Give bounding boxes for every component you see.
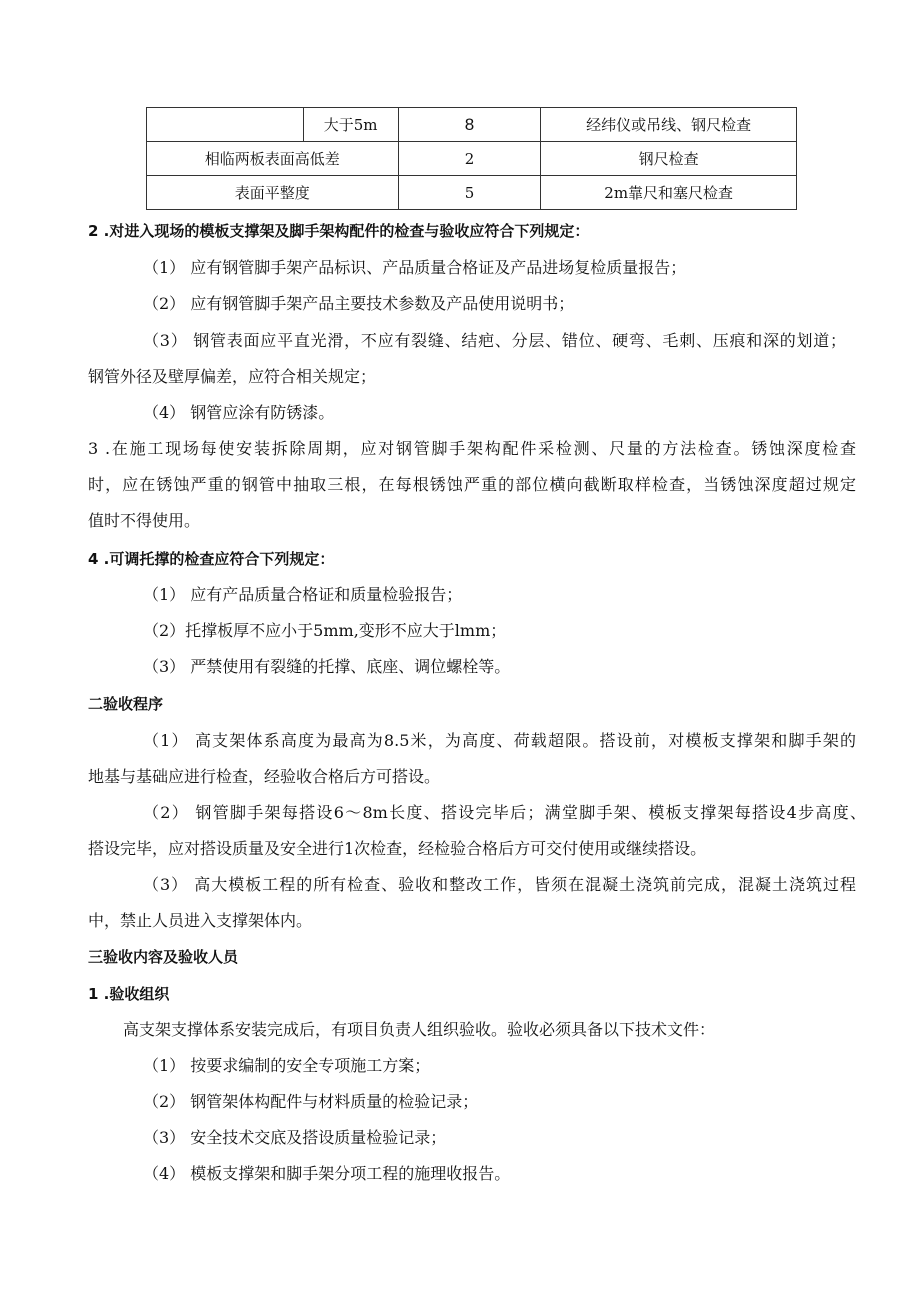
list-item: （3） 安全技术交底及搭设质量检验记录； [143,1128,447,1147]
table-cell: 经纬仪或吊线、钢尺检查 [541,108,797,142]
subsection-heading: 1 .验收组织 [88,985,170,1003]
table-cell: 表面平整度 [147,176,399,210]
list-item: （1） 应有钢管脚手架产品标识、产品质量合格证及产品进场复检质量报告； [143,258,687,277]
list-item: （4） 模板支撑架和脚手架分项工程的施理收报告。 [143,1164,511,1183]
table-cell: 大于5m [303,108,398,142]
paragraph: 高支架支撑体系安装完成后，有项目负责人组织验收。验收必须具备以下技术文件： [123,1020,716,1039]
table-cell: 5 [398,176,541,210]
table-cell: 2 [398,142,541,176]
table-cell: 8 [398,108,541,142]
table-cell [147,108,304,142]
paragraph: （1） 高支架体系高度为最高为8.5米，为高度、荷载超限。搭设前，对模板支撑架和脚手架的 [143,731,856,750]
table-cell: 相临两板表面高低差 [147,142,399,176]
table-row [147,142,797,176]
table-row [147,176,797,210]
section-3-paragraph: 时，应在锈蚀严重的钢管中抽取三根，在每根锈蚀严重的部位横向截断取样检查，当锈蚀深度超过规定 [88,475,856,494]
list-item-continuation: 钢管外径及壁厚偏差，应符合相关规定； [88,367,377,386]
section-2-heading: 2 .对进入现场的模板支撑架及脚手架构配件的检查与验收应符合下列规定： [88,222,590,240]
section-4-heading: 4 .可调托撑的检查应符合下列规定： [88,550,335,568]
paragraph-continuation: 中，禁止人员进入支撑架体内。 [88,911,313,930]
list-item: （3） 钢管表面应平直光滑，不应有裂缝、结疤、分层、错位、硬弯、毛刺、压痕和深的划道； [143,331,846,350]
paragraph-continuation: 搭设完毕，应对搭设质量及安全进行1次检查，经检验合格后方可交付使用或继续搭设。 [88,839,707,858]
table-cell: 钢尺检查 [541,142,797,176]
list-item: （1） 应有产品质量合格证和质量检验报告； [143,585,463,604]
part-2-heading: 二验收程序 [88,695,164,713]
table-cell: 2m靠尺和塞尺检查 [541,176,797,210]
paragraph: （2） 钢管脚手架每搭设6～8m长度、搭设完毕后；满堂脚手架、模板支撑架每搭设4步高度、 [143,803,866,822]
paragraph: （3） 高大模板工程的所有检查、验收和整改工作，皆须在混凝土浇筑前完成，混凝土浇筑过程 [143,875,856,894]
section-3-paragraph: 值时不得使用。 [88,511,201,530]
part-3-heading: 三验收内容及验收人员 [88,948,239,966]
table-row [147,108,797,142]
list-item: （2） 应有钢管脚手架产品主要技术参数及产品使用说明书； [143,294,575,313]
list-item: （2） 钢管架体构配件与材料质量的检验记录； [143,1092,479,1111]
list-item: （2）托撑板厚不应小于5mm,变形不应大于lmm； [143,621,507,640]
paragraph-continuation: 地基与基础应进行检查，经验收合格后方可搭设。 [88,767,441,786]
list-item: （3） 严禁使用有裂缝的托撑、底座、调位螺栓等。 [143,657,511,676]
section-3-paragraph: 3 .在施工现场每使安装拆除周期，应对钢管脚手架构配件采检测、尺量的方法检查。锈蚀深度检查 [88,439,856,458]
tolerance-table [146,107,797,210]
list-item: （4） 钢管应涂有防锈漆。 [143,403,335,422]
list-item: （1） 按要求编制的安全专项施工方案； [143,1056,431,1075]
